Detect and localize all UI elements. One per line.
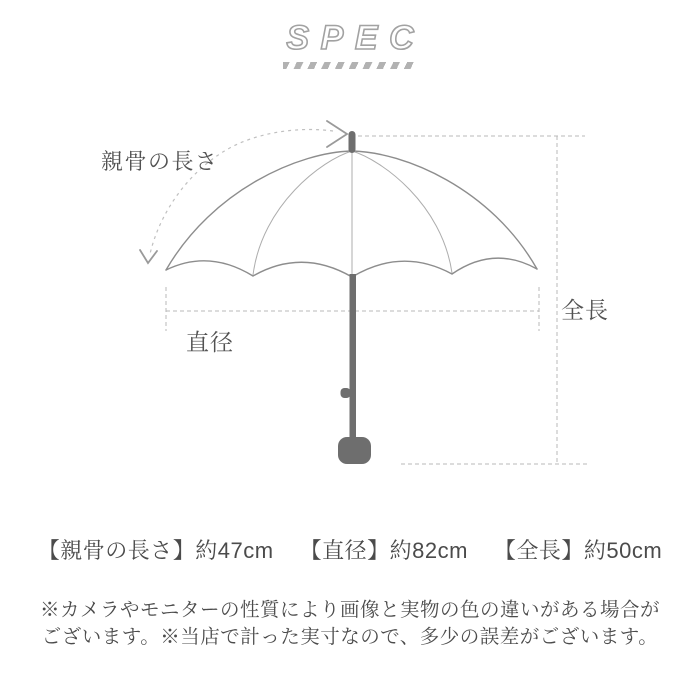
- arrowhead-right-icon: [327, 121, 347, 147]
- total-length-guide-lines: [358, 136, 587, 464]
- measurement-diameter: 【直径】約82cm: [299, 538, 468, 563]
- umbrella-runner-button: [341, 388, 351, 398]
- disclaimer-line-2: ございます。※当店で計った実寸なので、多少の誤差がございます。: [41, 626, 659, 648]
- umbrella-canopy: [166, 151, 537, 277]
- disclaimer-line-1: ※カメラやモニターの性質により画像と実物の色の違いがある場合が: [39, 599, 660, 621]
- arrowhead-down-left-icon: [140, 250, 157, 263]
- label-diameter: 直径: [186, 329, 234, 355]
- umbrella-handle: [338, 437, 371, 464]
- measurement-total-length: 【全長】約50cm: [493, 538, 663, 563]
- label-rib-length: 親骨の長さ: [101, 149, 219, 174]
- label-total-length: 全長: [561, 297, 609, 323]
- spec-title: SPEC: [286, 19, 426, 57]
- umbrella-shaft: [350, 274, 357, 441]
- spec-measurements: [0, 534, 700, 565]
- umbrella-pole: [338, 131, 371, 464]
- umbrella-tip: [349, 131, 356, 153]
- disclaimer-text: [0, 597, 700, 651]
- rib-length-arrow: [140, 121, 347, 263]
- measurement-rib-length: 【親骨の長さ】約47cm: [37, 538, 274, 563]
